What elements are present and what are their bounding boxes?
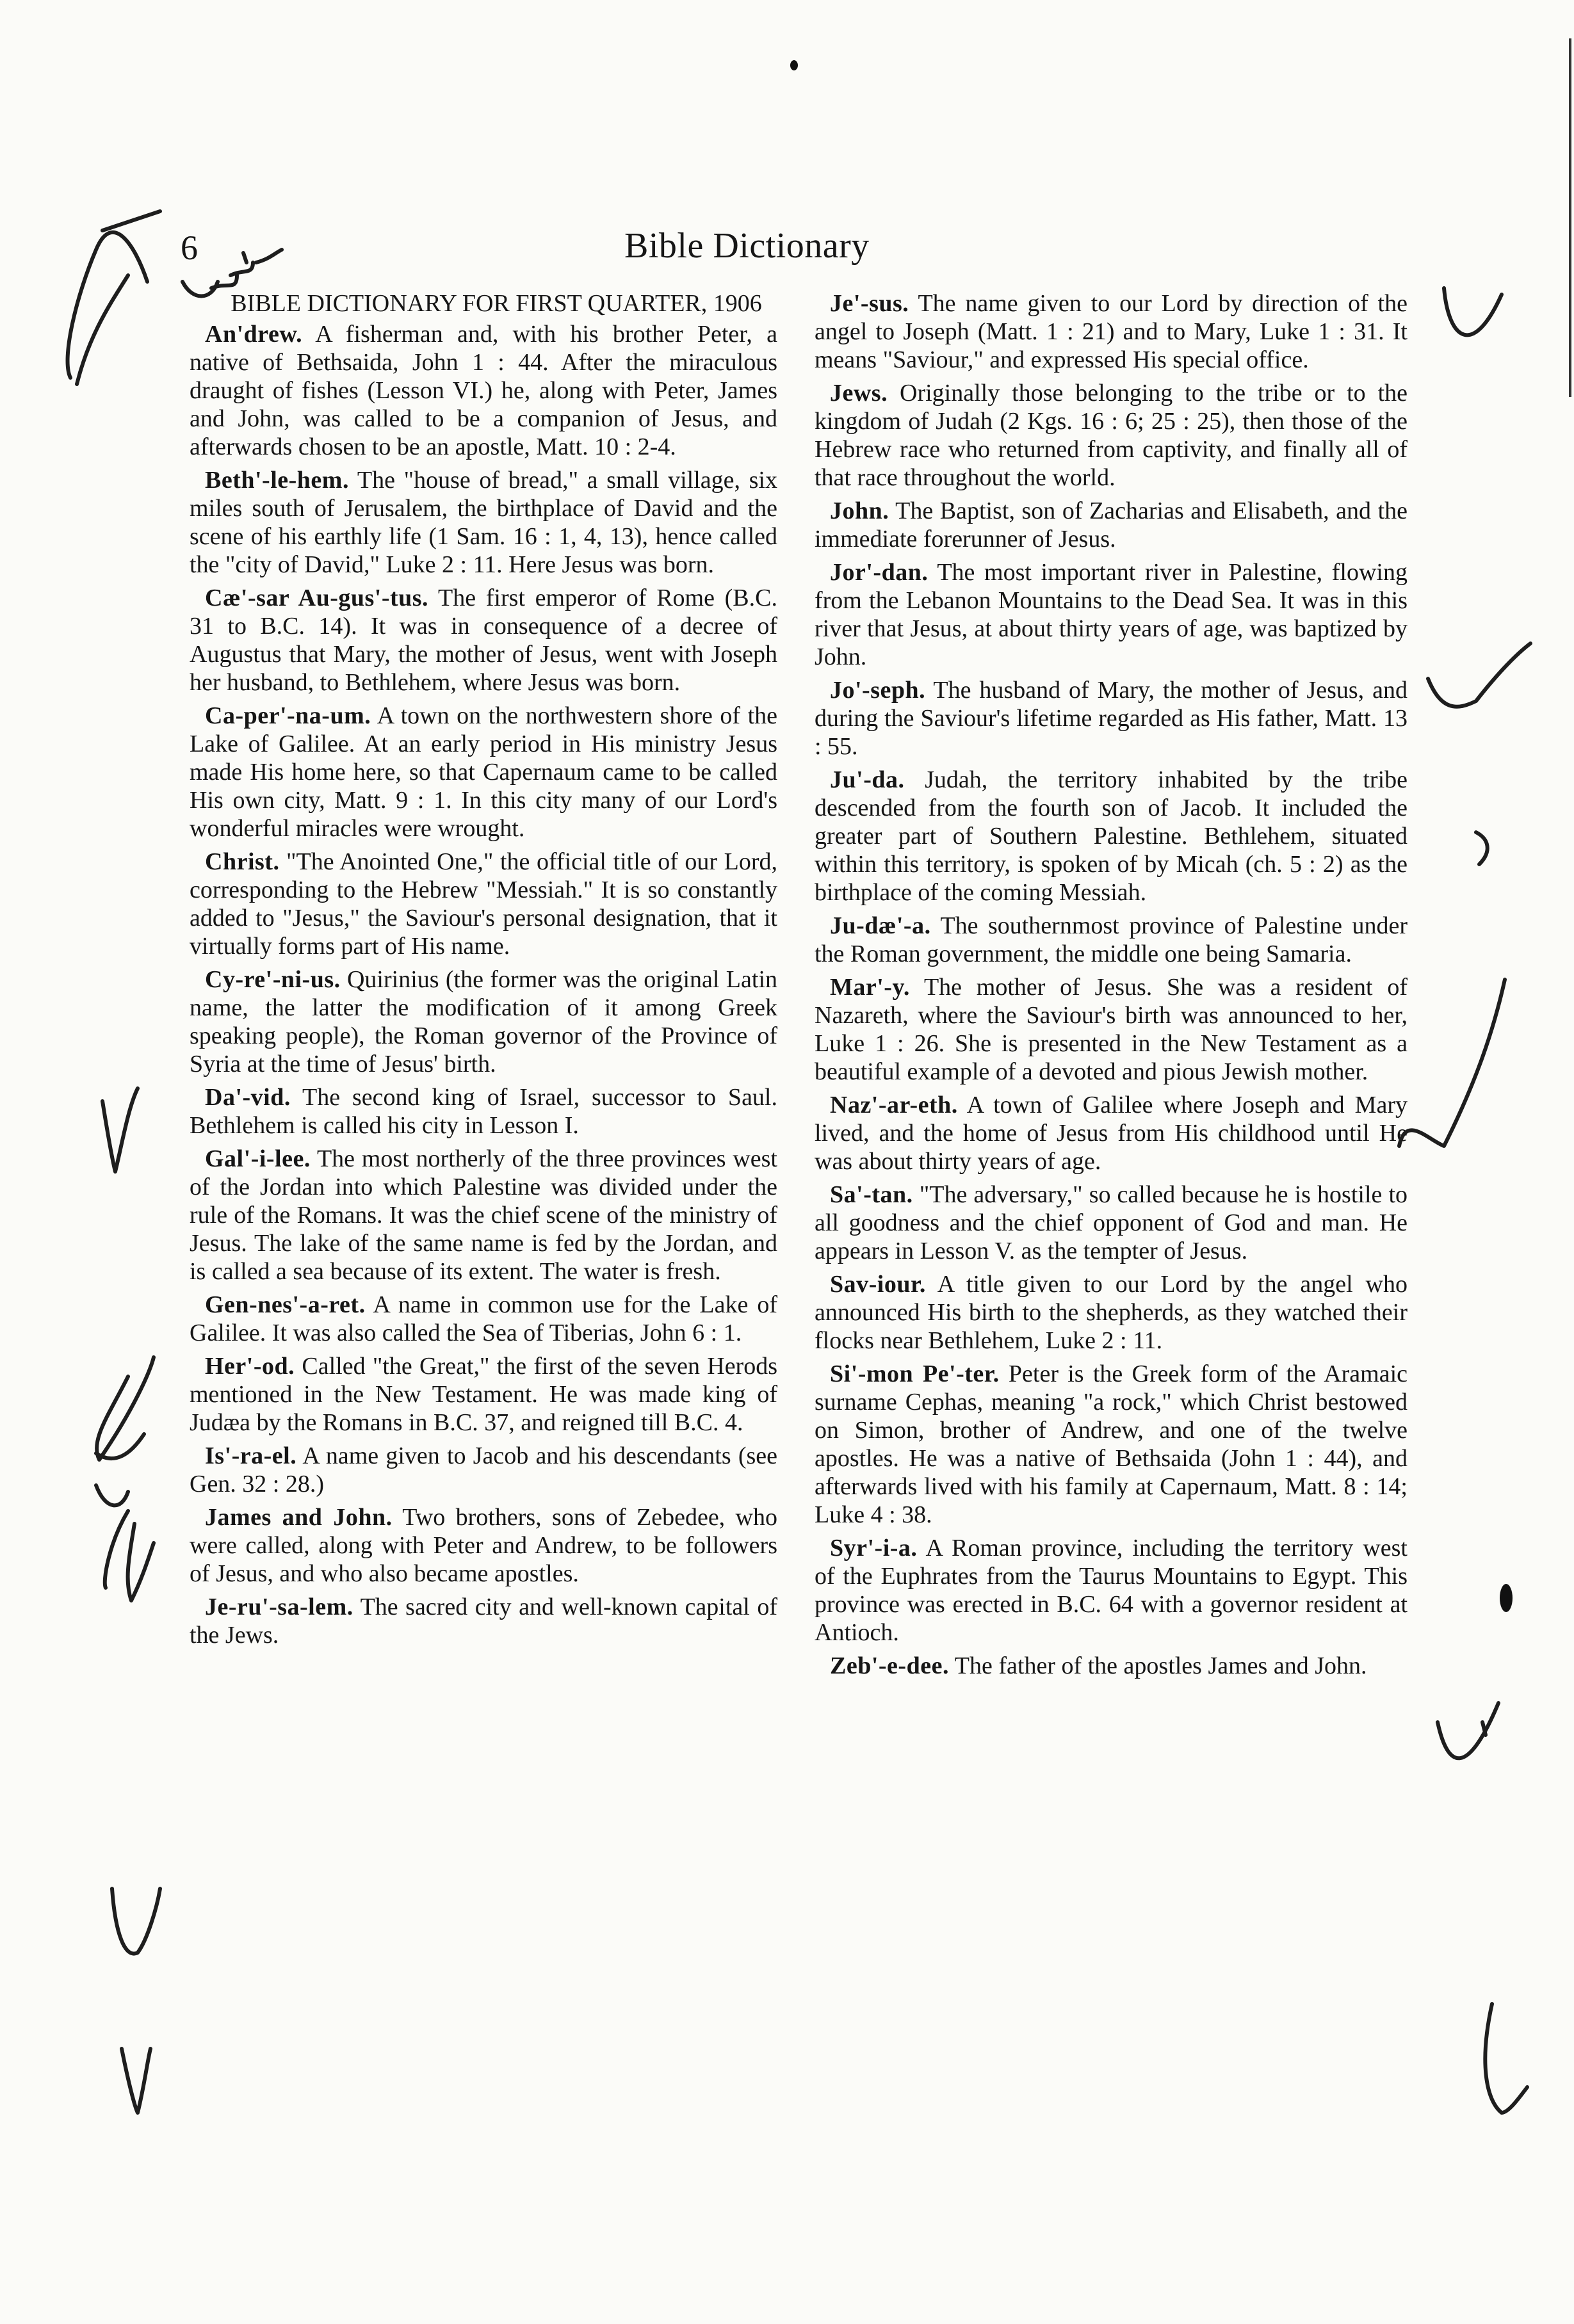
left-entry bbox=[190, 1593, 777, 1649]
entry-headword: Je'-sus. bbox=[830, 290, 909, 317]
right-entry-list bbox=[815, 289, 1408, 1680]
right-entry bbox=[815, 1091, 1408, 1175]
entry-definition: The mother of Jesus. She was a resident of Nazareth, where the Saviour's birth was announced to her, Luke 1 : 26. She is presented in the New Testament as a beautiful example of a devoted and pious Jewish mother. bbox=[815, 974, 1408, 1085]
entry-definition: Judah, the territory inhabited by the tribe descended from the fourth son of Jacob. It included the greater part of Southern Palestine. Bethlehem, situated within this territory, is spoken of by Micah (ch. 5 : 2) as the birthplace of the coming Messiah. bbox=[815, 766, 1408, 906]
entry-definition: The sacred city and well-known capital of the Jews. bbox=[190, 1594, 777, 1649]
entry-definition: Called "the Great," the first of the seven Herods mentioned in the New Testament. He was made king of Judæa by the Romans in B.C. 37, and reigned till B.C. 4. bbox=[190, 1353, 778, 1436]
left-entry bbox=[190, 1352, 777, 1437]
entry-definition: The husband of Mary, the mother of Jesus, and during the Saviour's lifetime regarded as His father, Matt. 13 : 55. bbox=[815, 677, 1408, 760]
scribble-mark bbox=[243, 253, 247, 262]
scribble-mark bbox=[68, 211, 160, 384]
check-mark bbox=[1485, 2004, 1527, 2113]
entry-headword: Si'-mon Pe'-ter. bbox=[830, 1360, 1000, 1387]
right-entry bbox=[815, 766, 1408, 907]
scribble-mark bbox=[1482, 1722, 1486, 1735]
left-entry bbox=[190, 702, 777, 843]
entry-definition: A name given to Jacob and his descendants (see Gen. 32 : 28.) bbox=[190, 1442, 778, 1497]
left-entry bbox=[190, 1083, 777, 1140]
entry-headword: Naz'-ar-eth. bbox=[830, 1092, 958, 1118]
entry-definition: A town of Galilee where Joseph and Mary lived, and the home of Jesus from His childhood until He was about thirty years of age. bbox=[815, 1092, 1408, 1175]
check-mark bbox=[1428, 643, 1530, 707]
entry-definition: The father of the apostles James and John. bbox=[954, 1652, 1367, 1679]
entry-definition: Two brothers, sons of Zebedee, who were called, along with Peter and Andrew, to be followers of Jesus, and who also became apostles. bbox=[190, 1504, 777, 1587]
entry-definition: The first emperor of Rome (B.C. 31 to B.C. 14). It was in consequence of a decree of Augustus that Mary, the mother of Jesus, went with Joseph her husband, to Bethlehem, where Jesus was born. bbox=[190, 585, 777, 696]
entry-headword: Sav-iour. bbox=[830, 1271, 926, 1298]
left-entry bbox=[190, 584, 777, 697]
entry-headword: Jo'-seph. bbox=[830, 677, 926, 704]
entry-headword: Da'-vid. bbox=[205, 1084, 291, 1111]
section-title: BIBLE DICTIONARY FOR FIRST QUARTER, 1906 bbox=[231, 290, 762, 317]
check-mark bbox=[1444, 288, 1502, 335]
entry-headword: Je-ru'-sa-lem. bbox=[205, 1594, 353, 1620]
check-mark bbox=[112, 1889, 160, 1954]
left-entry bbox=[190, 848, 777, 960]
right-entry bbox=[815, 1181, 1408, 1265]
entry-headword: Jews. bbox=[830, 380, 888, 407]
entry-headword: Ju'-da. bbox=[830, 766, 905, 793]
entry-definition: The Baptist, son of Zacharias and Elisabeth, and the immediate forerunner of Jesus. bbox=[815, 497, 1408, 553]
entry-definition: A title given to our Lord by the angel who announced His birth to the shepherds, as they watched their flocks near Bethlehem, Luke 2 : 11. bbox=[815, 1271, 1408, 1354]
entry-definition: Originally those belonging to the tribe or to the kingdom of Judah (2 Kgs. 16 : 6; 25 : 25), then those of the Hebrew race who returned from captivity, and finally all of that race throughout the world. bbox=[815, 380, 1408, 491]
right-column bbox=[815, 289, 1408, 1685]
entry-definition: A Roman province, including the territory west of the Euphrates from the Taurus Mountains to Egypt. This province was erected in B.C. 64 with a governor resident at Antioch. bbox=[815, 1535, 1408, 1646]
entry-definition: The name given to our Lord by direction of the angel to Joseph (Matt. 1 : 21) and to Mary, Luke 1 : 31. It means "Saviour," and expressed His special office. bbox=[815, 290, 1408, 373]
entry-definition: The most northerly of the three provinces west of the Jordan into which Palestine was divided under the rule of the Romans. It was the chief scene of the ministry of Jesus. The lake of the same name is fed by the Jordan, and is called a sea because of its extent. The water is fresh. bbox=[190, 1145, 777, 1285]
entry-headword: Syr'-i-a. bbox=[830, 1535, 918, 1561]
entry-headword: Is'-ra-el. bbox=[205, 1442, 297, 1469]
left-entry bbox=[190, 1442, 777, 1498]
check-mark bbox=[1438, 1703, 1498, 1758]
right-entry bbox=[815, 676, 1408, 761]
entry-headword: John. bbox=[830, 497, 889, 524]
entry-headword: James and John. bbox=[205, 1504, 393, 1531]
entry-headword: Beth'-le-hem. bbox=[205, 467, 349, 494]
ink-blot bbox=[790, 60, 798, 70]
ink-blot bbox=[1500, 1584, 1513, 1612]
entry-definition: The second king of Israel, successor to Saul. Bethlehem is called his city in Lesson I. bbox=[190, 1084, 777, 1139]
check-mark bbox=[102, 1088, 138, 1172]
right-entry bbox=[815, 558, 1408, 671]
right-entry bbox=[815, 1360, 1408, 1529]
entry-definition: A name in common use for the Lake of Galilee. It was also called the Sea of Tiberias, John 6 : 1. bbox=[190, 1291, 777, 1346]
entry-headword: Gen-nes'-a-ret. bbox=[205, 1291, 366, 1318]
entry-definition: Peter is the Greek form of the Aramaic surname Cephas, meaning "a rock," which Christ bestowed on Simon, brother of Andrew, and one of the twelve apostles. He was a native of Bethsaida (John 1 : 44), and afterwards lived with his family at Capernaum, Matt. 8 : 14; Luke 4 : 38. bbox=[815, 1360, 1408, 1528]
entry-definition: "The Anointed One," the official title of our Lord, corresponding to the Hebrew "Messiah." It is so constantly added to "Jesus," the Saviour's personal designation, that it virtually forms part of His name. bbox=[190, 848, 778, 960]
scan-edge-line bbox=[1569, 38, 1571, 397]
entry-headword: Ju-dæ'-a. bbox=[830, 912, 931, 939]
left-entry bbox=[190, 1503, 777, 1588]
right-entry bbox=[815, 1270, 1408, 1355]
right-entry bbox=[815, 912, 1408, 968]
entry-definition: The southernmost province of Palestine under the Roman government, the middle one being Samaria. bbox=[815, 912, 1408, 967]
entry-headword: Gal'-i-lee. bbox=[205, 1145, 311, 1172]
left-entry bbox=[190, 965, 777, 1078]
entry-definition: "The adversary," so called because he is hostile to all goodness and the chief opponent of God and man. He appears in Lesson V. as the tempter of Jesus. bbox=[815, 1181, 1408, 1264]
entry-headword: Jor'-dan. bbox=[830, 559, 929, 586]
scribble-mark bbox=[96, 1485, 154, 1601]
left-entry bbox=[190, 1145, 777, 1286]
entry-headword: Christ. bbox=[205, 848, 280, 875]
check-mark bbox=[122, 2049, 150, 2113]
left-entry bbox=[190, 466, 777, 579]
entry-headword: Cy-re'-ni-us. bbox=[205, 966, 341, 993]
right-entry bbox=[815, 1652, 1408, 1680]
entry-definition: A town on the northwestern shore of the Lake of Galilee. At an early period in His ministry Jesus made His home here, so that Capernaum came to be called His own city, Matt. 9 : 1. In this city many of our Lord's wonderful miracles were wrought. bbox=[190, 702, 778, 842]
running-head: Bible Dictionary bbox=[624, 226, 870, 266]
right-entry bbox=[815, 1534, 1408, 1647]
right-entry bbox=[815, 289, 1408, 374]
entry-headword: Her'-od. bbox=[205, 1353, 295, 1380]
left-column bbox=[190, 289, 777, 1654]
page-number: 6 bbox=[181, 229, 198, 267]
entry-definition: A fisherman and, with his brother Peter, a native of Bethsaida, John 1 : 44. After the miraculous draught of fishes (Lesson VI.) he, along with Peter, James and John, was called to be a companion of Jesus, and afterwards chosen to be an apostle, Matt. 10 : 2-4. bbox=[190, 321, 778, 460]
entry-headword: Sa'-tan. bbox=[830, 1181, 913, 1208]
entry-headword: Ca-per'-na-um. bbox=[205, 702, 371, 729]
entry-headword: Zeb'-e-dee. bbox=[830, 1652, 949, 1679]
entry-definition: Quirinius (the former was the original Latin name, the latter the modification of it among Greek speaking people), the Roman governor of the Province of Syria at the time of Jesus' birth. bbox=[190, 966, 778, 1077]
entry-headword: Mar'-y. bbox=[830, 974, 910, 1001]
entry-headword: Cæ'-sar Au-gus'-tus. bbox=[205, 585, 429, 611]
right-entry bbox=[815, 379, 1408, 492]
left-entry-list bbox=[190, 320, 777, 1649]
entry-definition: The "house of bread," a small village, six miles south of Jerusalem, the birthplace of David and the scene of his earthly life (1 Sam. 16 : 1, 4, 13), hence called the "city of David," Luke 2 : 11. Here Jesus was born. bbox=[190, 467, 777, 578]
left-entry bbox=[190, 1291, 777, 1347]
check-mark bbox=[1399, 980, 1505, 1146]
right-entry bbox=[815, 973, 1408, 1086]
left-entry bbox=[190, 320, 777, 461]
scribble-mark bbox=[96, 1357, 154, 1460]
entry-definition: The most important river in Palestine, flowing from the Lebanon Mountains to the Dead Sea. It was in this river that Jesus, at about thirty years of age, was baptized by John. bbox=[815, 559, 1408, 670]
bracket-mark bbox=[1476, 832, 1488, 864]
right-entry bbox=[815, 497, 1408, 553]
entry-headword: An'drew. bbox=[205, 321, 303, 348]
